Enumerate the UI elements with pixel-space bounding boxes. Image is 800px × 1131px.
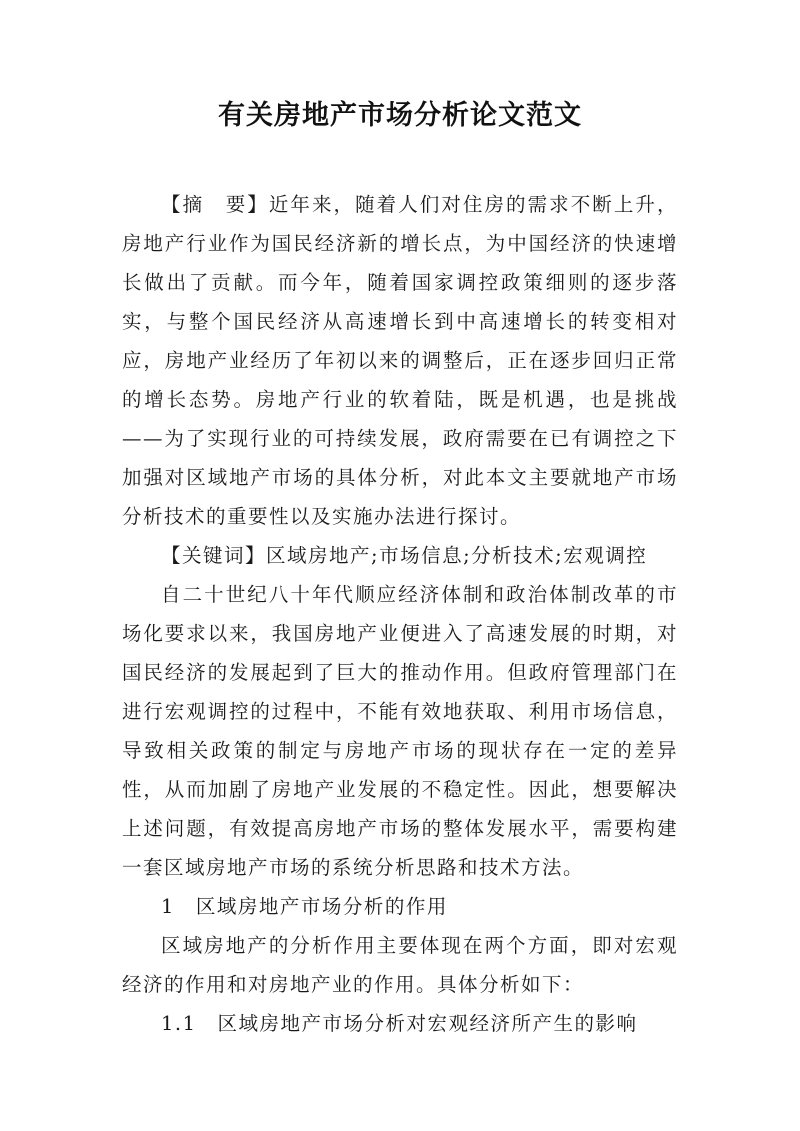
document-body [122, 185, 678, 1043]
abstract-paragraph: 【摘 要】近年来，随着人们对住房的需求不断上升，房地产行业作为国民经济新的增长点，为中国经济的快速增长做出了贡献。而今年，随着国家调控政策细则的逐步落实，与整个国民经济从高速增长到中高速增长的转变相对应，房地产业经历了年初以来的调整后，正在逐步回归正常的增长态势。房地产行业的软着陆，既是机遇，也是挑战——为了实现行业的可持续发展，政府需要在已有调控之下加强对区域地产市场的具体分析，对此本文主要就地产市场分析技术的重要性以及实施办法进行探讨。 [122, 193, 678, 528]
section-1-1-heading: 1.1 区域房地产市场分析对宏观经济所产生的影响 [161, 1012, 638, 1035]
keywords-line: 【关键词】区域房地产;市场信息;分析技术;宏观调控 [161, 544, 648, 567]
intro-paragraph: 自二十世纪八十年代顺应经济体制和政治体制改革的市场化要求以来，我国房地产业便进入了高速发展的时期，对国民经济的发展起到了巨大的推动作用。但政府管理部门在进行宏观调控的过程中，不能有效地获取、利用市场信息，导致相关政策的制定与房地产市场的现状存在一定的差异性，从而加剧了房地产业发展的不稳定性。因此，想要解决上述问题，有效提高房地产市场的整体发展水平，需要构建一套区域房地产市场的系统分析思路和技术方法。 [122, 583, 678, 879]
section-1-paragraph: 区域房地产的分析作用主要体现在两个方面，即对宏观经济的作用和对房地产业的作用。具体分析如下： [122, 934, 678, 996]
document-title: 有关房地产市场分析论文范文 [218, 100, 582, 131]
section-1-heading: 1 区域房地产市场分析的作用 [161, 895, 448, 918]
